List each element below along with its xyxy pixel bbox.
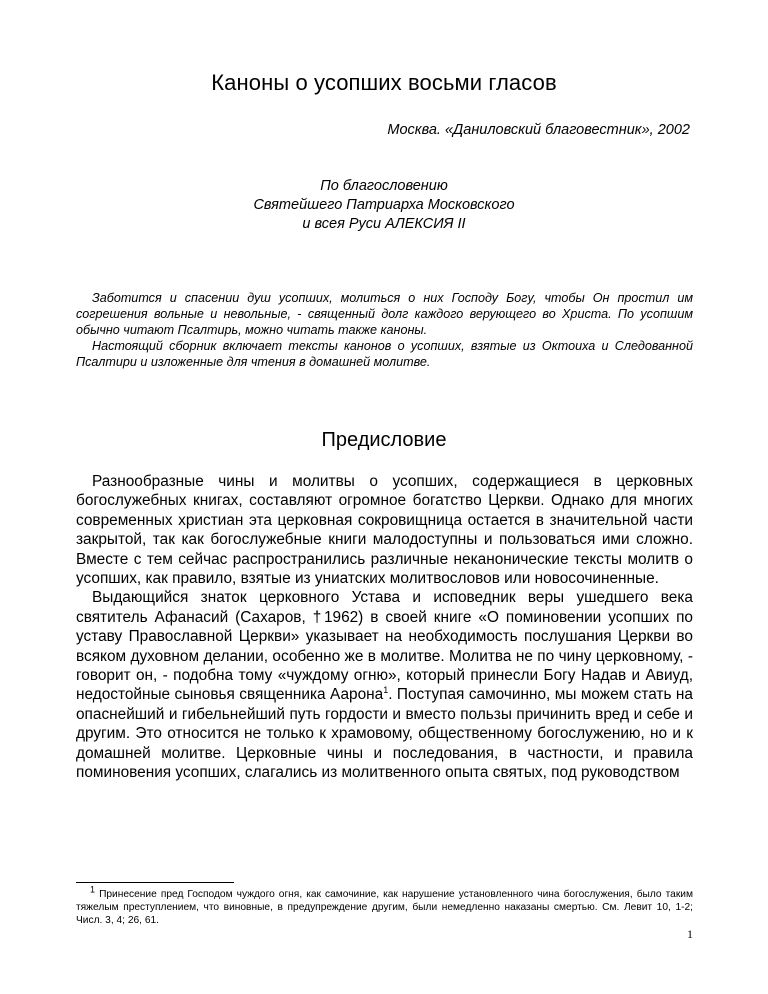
body-paragraph-1: Разнообразные чины и молитвы о усопших, содержащиеся в церковных богослужебных книгах, составляют огромное богатство Церкви. Однако для многих современных христиан эта церковная сокровищница остается в значительной части закрытой, так как богослужебные книги малодоступны и пользоваться ими сложно. Вместе с тем сейчас распространились различные неканонические тексты молитв о усопших, как правило, взятые из униатских молитвословов или новосочиненные. [76, 473, 693, 588]
footnote-separator [76, 882, 234, 883]
document-title: Каноны о усопших восьми гласов [211, 70, 557, 95]
footnote [76, 884, 693, 927]
blessing-line-2: Святейшего Патриарха Московского [253, 197, 515, 213]
section-title: Предисловие [321, 429, 447, 451]
body-text [76, 472, 693, 783]
page-number: 1 [687, 927, 693, 941]
intro-block [76, 290, 693, 370]
blessing-block [0, 177, 768, 234]
body-paragraph-2-part-2: . Поступая самочинно, мы можем стать на опаснейший и гибельнейший путь гордости и вместо пользы причинить вред и себе и другим. Это относится не только к храмовому, общественному богослужению, но и к домашней молитве. Церковные чины и последования, в частности, и правила поминовения усопших, слагались из молитвенного опыта святых, под руководством [76, 686, 693, 782]
footnote-reference[interactable]: 1 [383, 685, 389, 696]
blessing-line-3: и всея Руси АЛЕКСИЯ II [302, 216, 466, 232]
publisher-line: Москва. «Даниловский благовестник», 2002 [387, 122, 690, 138]
body-paragraph-2-part-1: Выдающийся знаток церковного Устава и исповедник веры ушедшего века святитель Афанасий (Сахаров, †1962) в своей книге «О поминовении усопших по уставу Православной Церкви» указывает на необходимость послушания Церкви во всяком духовном делании, особенно же в молитве. Молитва не по чину церковному, - говорит он, - подобна тому «чуждому огню», который принесли Богу Надав и Авиуд, недостойные сыновья священника Аарона [76, 589, 693, 704]
intro-paragraph-1: Заботится и спасении душ усопших, молиться о них Господу Богу, чтобы Он простил им согрешения вольные и невольные, - священный долг каждого верующего во Христа. По усопшим обычно читают Псалтирь, можно читать также каноны. [76, 291, 693, 337]
intro-paragraph-2: Настоящий сборник включает тексты канонов о усопших, взятые из Октоиха и Следованной Псалтири и изложенные для чтения в домашней молитве. [76, 339, 693, 369]
body-paragraph-2 [76, 588, 693, 782]
blessing-line-1: По благословению [320, 178, 448, 194]
footnote-text: Принесение пред Господом чуждого огня, как самочиние, как нарушение установленного чина богослужения, было таким тяжелым преступлением, что виновные, в предупреждение другим, были немедленно наказаны смертью. См. Левит 10, 1-2; Числ. 3, 4; 26, 61. [76, 889, 693, 926]
footnote-number: 1 [90, 884, 96, 895]
